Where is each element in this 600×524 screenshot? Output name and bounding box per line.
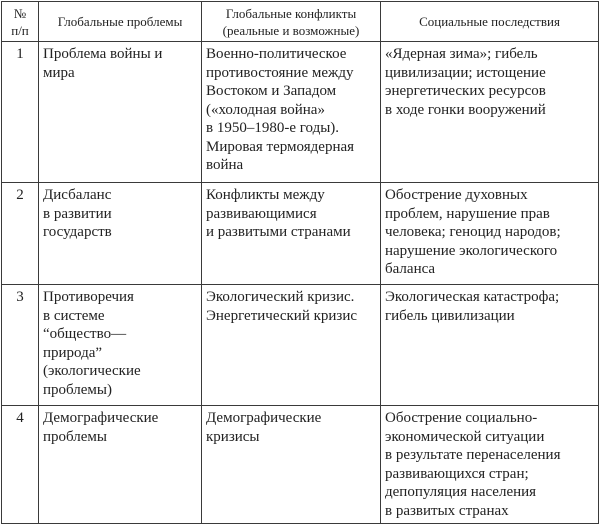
- cell-text-line: человека; геноцид народов;: [385, 224, 561, 240]
- consequence-cell: [381, 406, 599, 524]
- cell-text-line: развивающимися: [206, 205, 317, 222]
- cell-text-line: Обострение социально-: [385, 410, 538, 426]
- problem-cell: [39, 406, 202, 524]
- cell-text-line: в ходе гонки вооружений: [385, 101, 546, 118]
- header-conflict: [202, 2, 381, 42]
- table-row: [2, 42, 599, 183]
- cell-text-line: природа”: [43, 344, 103, 361]
- conflict-cell: [202, 406, 381, 524]
- table-row: [2, 183, 599, 285]
- table-row: [2, 285, 599, 406]
- cell-text-line: экономической ситуации: [385, 428, 545, 445]
- header-problem: [39, 2, 202, 42]
- cell-text-line: кризисы: [206, 428, 260, 445]
- consequence-cell: [381, 183, 599, 285]
- problem-cell: [39, 42, 202, 183]
- row-number: 1: [2, 42, 39, 183]
- cell-text-line: №: [13, 5, 27, 21]
- cell-text-line: Демографические: [43, 410, 159, 426]
- cell-text-line: мира: [43, 64, 75, 81]
- cell-text-line: Экологическая катастрофа;: [385, 289, 560, 305]
- cell-text-line: проблем, нарушение прав: [385, 205, 550, 222]
- cell-text-line: и развитыми странами: [206, 224, 351, 240]
- header-number: [2, 2, 39, 42]
- table-row: [2, 406, 599, 524]
- cell-text-line: противостояние между: [206, 64, 354, 81]
- cell-text-line: Противоречия: [43, 289, 134, 305]
- cell-text-line: проблемы: [43, 428, 107, 445]
- cell-text-line: Демографические: [206, 410, 322, 426]
- cell-text-line: депопуляция населения: [385, 484, 537, 500]
- row-number: 2: [2, 183, 39, 285]
- conflict-cell: [202, 183, 381, 285]
- cell-text-line: гибель цивилизации: [385, 307, 515, 324]
- cell-text-line: война: [206, 157, 244, 173]
- cell-text-line: (реальные и возможные): [222, 22, 360, 38]
- cell-text-line: развивающихся стран;: [385, 465, 529, 482]
- row-number: 4: [2, 406, 39, 524]
- cell-text-line: цивилизации; истощение: [385, 64, 546, 81]
- cell-text-line: нарушение экологического: [385, 242, 558, 259]
- cell-text-line: энергетических ресурсов: [385, 83, 546, 99]
- cell-text-line: Обострение духовных: [385, 187, 528, 203]
- cell-text-line: Экологический кризис.: [206, 289, 355, 305]
- cell-text-line: “общество—: [43, 326, 127, 342]
- row-number: 3: [2, 285, 39, 406]
- cell-text-line: Проблема войны и: [43, 46, 163, 62]
- cell-text-line: Энергетический кризис: [206, 307, 358, 324]
- cell-text-line: Военно-политическое: [206, 46, 347, 62]
- cell-text-line: Социальные последствия: [419, 14, 560, 29]
- cell-text-line: Конфликты между: [206, 187, 325, 203]
- cell-text-line: государств: [43, 224, 112, 240]
- cell-text-line: в 1950–1980-е годы).: [206, 120, 340, 136]
- cell-text-line: баланса: [385, 261, 436, 277]
- cell-text-line: п/п: [11, 22, 29, 38]
- cell-text-line: в результате перенаселения: [385, 447, 561, 463]
- cell-text-line: в системе: [43, 307, 105, 324]
- table-header-row: [2, 2, 599, 42]
- cell-text-line: Глобальные проблемы: [57, 14, 183, 29]
- conflict-cell: [202, 42, 381, 183]
- cell-text-line: в развитых странах: [385, 502, 509, 519]
- problem-cell: [39, 183, 202, 285]
- consequence-cell: [381, 42, 599, 183]
- cell-text-line: Глобальные конфликты: [225, 5, 357, 21]
- conflict-cell: [202, 285, 381, 406]
- header-consequence: [381, 2, 599, 42]
- cell-text-line: Мировая термоядерная: [206, 138, 355, 155]
- cell-text-line: («холодная война»: [206, 101, 325, 118]
- problem-cell: [39, 285, 202, 406]
- cell-text-line: Востоком и Западом: [206, 83, 337, 99]
- cell-text-line: «Ядерная зима»; гибель: [385, 46, 538, 62]
- consequence-cell: [381, 285, 599, 406]
- cell-text-line: Дисбаланс: [43, 187, 112, 203]
- cell-text-line: в развитии: [43, 205, 112, 222]
- cell-text-line: (экологические: [43, 363, 141, 379]
- global-problems-table: [1, 1, 599, 524]
- cell-text-line: проблемы): [43, 381, 112, 398]
